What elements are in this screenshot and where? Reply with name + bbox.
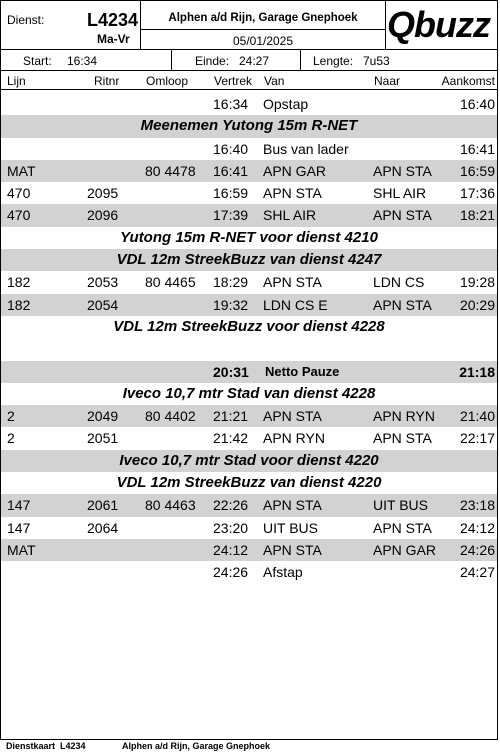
length-value: 7u53 bbox=[363, 54, 390, 68]
cell-van: APN STA bbox=[263, 274, 322, 291]
cell-omloop: 80 4463 bbox=[145, 497, 196, 514]
cell-aankomst: 20:29 bbox=[459, 296, 495, 313]
cell-lijn: MAT bbox=[7, 541, 36, 558]
cell-omloop: 80 4465 bbox=[145, 274, 196, 291]
col-vertrek: Vertrek bbox=[214, 74, 253, 88]
divider bbox=[300, 50, 301, 70]
end-value: 24:27 bbox=[239, 54, 270, 68]
cell-lijn: 182 bbox=[7, 296, 31, 313]
cell-lijn: 147 bbox=[7, 519, 31, 536]
section-title-text: Yutong 15m R-NET voor dienst 4210 bbox=[120, 228, 378, 246]
cell-aankomst: 24:27 bbox=[459, 564, 495, 581]
start-value: 16:34 bbox=[67, 54, 98, 68]
trip-row bbox=[1, 517, 497, 539]
trip-row bbox=[1, 138, 497, 160]
cell-naar: UIT BUS bbox=[373, 497, 428, 514]
cell-aankomst: 16:59 bbox=[459, 162, 495, 179]
col-omloop: Omloop bbox=[146, 74, 189, 88]
trip-row bbox=[1, 271, 497, 293]
trip-row bbox=[1, 427, 497, 449]
cell-vertrek: 20:31 bbox=[213, 363, 249, 380]
dienst-label: Dienst: bbox=[7, 13, 45, 27]
divider bbox=[171, 50, 172, 70]
cell-van: SHL AIR bbox=[263, 207, 317, 224]
section-title-text: Iveco 10,7 mtr Stad voor dienst 4220 bbox=[119, 451, 379, 469]
section-title-text: VDL 12m StreekBuzz van dienst 4220 bbox=[116, 474, 382, 492]
cell-naar: SHL AIR bbox=[373, 185, 427, 202]
cell-vertrek: 17:39 bbox=[213, 207, 249, 224]
qbuzz-logo: Qbuzz bbox=[387, 4, 490, 45]
cell-vertrek: 23:20 bbox=[213, 519, 249, 536]
vehicle-section-title bbox=[1, 115, 497, 137]
trip-row bbox=[1, 494, 497, 516]
cell-vertrek: 16:40 bbox=[213, 140, 249, 157]
section-title-text: Meenemen Yutong 15m R-NET bbox=[140, 117, 358, 135]
cell-vertrek: 16:59 bbox=[213, 185, 249, 202]
card-header bbox=[1, 1, 497, 50]
cell-ritnr: 2061 bbox=[87, 497, 119, 514]
cell-vertrek: 24:12 bbox=[213, 541, 249, 558]
trip-row bbox=[1, 539, 497, 561]
col-lijn: Lijn bbox=[7, 74, 26, 88]
col-naar: Naar bbox=[374, 74, 401, 88]
col-aankomst: Aankomst bbox=[441, 74, 495, 88]
col-ritnr: Ritnr bbox=[94, 74, 120, 88]
dienst-number: L4234 bbox=[87, 10, 139, 30]
cell-vertrek: 19:32 bbox=[213, 296, 249, 313]
cell-ritnr: 2049 bbox=[87, 408, 119, 425]
section-title-text: VDL 12m StreekBuzz voor dienst 4228 bbox=[113, 317, 385, 335]
cell-aankomst: 21:18 bbox=[459, 363, 495, 380]
vehicle-section-title bbox=[1, 227, 497, 249]
trip-row bbox=[1, 93, 497, 115]
vehicle-section-title bbox=[1, 249, 497, 271]
cell-vertrek: 18:29 bbox=[213, 274, 249, 291]
trip-table bbox=[1, 93, 497, 584]
cell-van: APN STA bbox=[263, 497, 322, 514]
trip-row bbox=[1, 561, 497, 583]
duty-summary bbox=[1, 50, 497, 71]
cell-ritnr: 2095 bbox=[87, 185, 119, 202]
cell-van: APN RYN bbox=[263, 430, 325, 447]
cell-naar: APN STA bbox=[373, 207, 432, 224]
section-title-text: Iveco 10,7 mtr Stad van dienst 4228 bbox=[122, 384, 376, 402]
divider bbox=[140, 29, 385, 30]
footer-garage: Alphen a/d Rijn, Garage Gnephoek bbox=[122, 741, 271, 751]
cell-van: Opstap bbox=[263, 96, 309, 112]
cell-aankomst: 22:17 bbox=[459, 430, 495, 447]
column-headers bbox=[1, 71, 497, 90]
cell-aankomst: 23:18 bbox=[459, 497, 495, 514]
cell-vertrek: 16:41 bbox=[213, 162, 249, 179]
vehicle-section-title bbox=[1, 450, 497, 472]
trip-row bbox=[1, 405, 497, 427]
cell-lijn: 470 bbox=[7, 207, 31, 224]
cell-lijn: 182 bbox=[7, 274, 31, 291]
cell-ritnr: 2096 bbox=[87, 207, 119, 224]
cell-vertrek: 21:21 bbox=[213, 408, 249, 425]
footer bbox=[6, 741, 271, 751]
garage-name: Alphen a/d Rijn, Garage Gnephoek bbox=[168, 12, 358, 24]
section-title-text: VDL 12m StreekBuzz van dienst 4247 bbox=[116, 251, 382, 269]
blank-row bbox=[1, 338, 497, 360]
end-label: Einde: bbox=[195, 54, 230, 68]
cell-van: APN STA bbox=[263, 185, 322, 202]
cell-van: APN STA bbox=[263, 408, 322, 425]
divider bbox=[385, 1, 386, 49]
service-days: Ma-Vr bbox=[97, 32, 130, 46]
cell-ritnr: 2064 bbox=[87, 519, 119, 536]
cell-van: APN STA bbox=[263, 541, 322, 558]
cell-ritnr: 2051 bbox=[87, 430, 119, 447]
trip-row bbox=[1, 204, 497, 226]
cell-naar: APN STA bbox=[373, 296, 432, 313]
cell-ritnr: 2054 bbox=[87, 296, 119, 313]
length-label: Lengte: bbox=[313, 54, 354, 68]
cell-ritnr: 2053 bbox=[87, 274, 119, 291]
vehicle-section-title bbox=[1, 383, 497, 405]
trip-row bbox=[1, 182, 497, 204]
vehicle-section-title bbox=[1, 472, 497, 494]
footer-card-id: Dienstkaart L4234 bbox=[6, 741, 86, 751]
cell-aankomst: 21:40 bbox=[459, 408, 495, 425]
cell-omloop: 80 4402 bbox=[145, 408, 196, 425]
cell-naar: APN GAR bbox=[373, 541, 437, 558]
cell-lijn: MAT bbox=[7, 162, 36, 179]
pause-row bbox=[1, 361, 497, 383]
cell-aankomst: 19:28 bbox=[459, 274, 495, 291]
cell-aankomst: 24:12 bbox=[459, 519, 495, 536]
cell-aankomst: 16:41 bbox=[459, 140, 495, 157]
cell-van: Netto Pauze bbox=[265, 363, 340, 379]
cell-lijn: 2 bbox=[7, 430, 15, 447]
cell-van: LDN CS E bbox=[263, 296, 328, 313]
start-label: Start: bbox=[23, 54, 52, 68]
cell-naar: APN STA bbox=[373, 430, 432, 447]
cell-naar: LDN CS bbox=[373, 274, 425, 291]
service-date: 05/01/2025 bbox=[232, 34, 294, 48]
cell-aankomst: 16:40 bbox=[459, 96, 495, 112]
cell-van: APN GAR bbox=[263, 162, 327, 179]
cell-vertrek: 16:34 bbox=[213, 96, 249, 112]
cell-vertrek: 22:26 bbox=[213, 497, 249, 514]
vehicle-section-title bbox=[1, 316, 497, 338]
trip-row bbox=[1, 294, 497, 316]
cell-aankomst: 18:21 bbox=[459, 207, 495, 224]
cell-lijn: 147 bbox=[7, 497, 31, 514]
cell-lijn: 470 bbox=[7, 185, 31, 202]
cell-vertrek: 24:26 bbox=[213, 564, 249, 581]
cell-aankomst: 24:26 bbox=[459, 541, 495, 558]
cell-naar: APN STA bbox=[373, 519, 432, 536]
cell-lijn: 2 bbox=[7, 408, 15, 425]
cell-vertrek: 21:42 bbox=[213, 430, 249, 447]
cell-omloop: 80 4478 bbox=[145, 162, 196, 179]
cell-van: Afstap bbox=[263, 564, 303, 581]
trip-row bbox=[1, 160, 497, 182]
cell-naar: APN STA bbox=[373, 162, 432, 179]
cell-van: UIT BUS bbox=[263, 519, 318, 536]
cell-naar: APN RYN bbox=[373, 408, 435, 425]
cell-van: Bus van lader bbox=[263, 140, 349, 157]
col-van: Van bbox=[264, 74, 285, 88]
cell-aankomst: 17:36 bbox=[459, 185, 495, 202]
